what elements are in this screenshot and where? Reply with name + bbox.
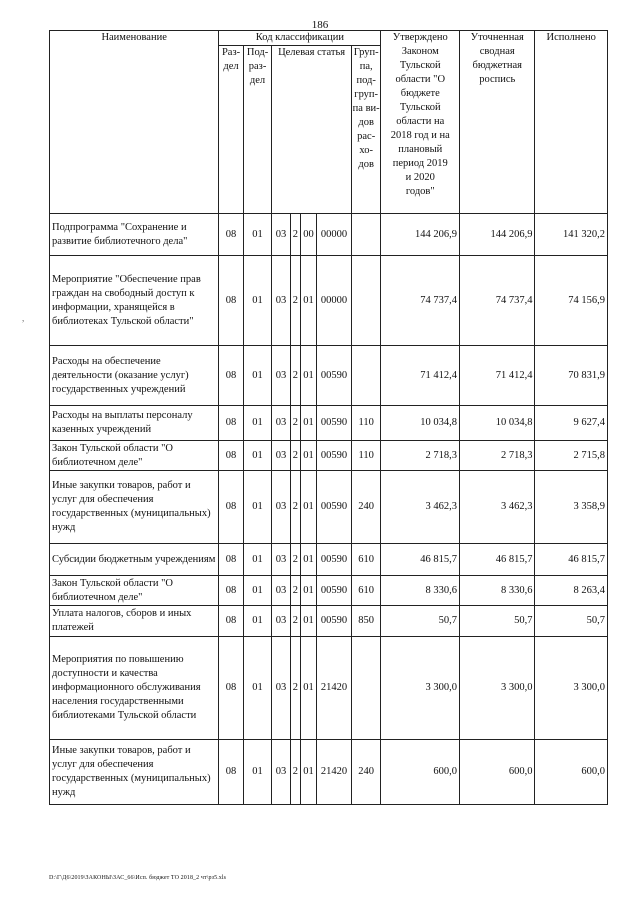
cell-executed: 3 358,9: [535, 471, 608, 544]
cell-name: Иные закупки товаров, работ и услуг для обеспечения государственных (муниципальных) нужд: [50, 471, 219, 544]
file-path-footer: D:\Г\Д6\2019\ЗАКОНЫ\ЗАС_66\Исп. бюджет ТО 2018_2 чт\рз5.xls: [49, 875, 227, 881]
cell-executed: 600,0: [535, 740, 608, 805]
cell-t2: 2: [290, 606, 300, 637]
cell-t3: 00: [300, 214, 316, 256]
cell-grp: [351, 256, 381, 346]
header-target: Целевая статья: [272, 46, 352, 214]
cell-name: Подпрограмма "Сохранение и развитие библиотечного дела": [50, 214, 219, 256]
cell-name: Субсидии бюджетным учреждениям: [50, 544, 219, 576]
cell-sub: 01: [243, 544, 272, 576]
cell-t1: 03: [272, 346, 290, 406]
cell-grp: 240: [351, 471, 381, 544]
cell-name: Мероприятия по повышению доступности и качества информационного обслуживания населения государственными библиотеками Тульской области: [50, 637, 219, 740]
cell-t1: 03: [272, 576, 290, 606]
cell-sec: 08: [219, 214, 243, 256]
cell-executed: 141 320,2: [535, 214, 608, 256]
cell-name: Расходы на выплаты персоналу казенных учреждений: [50, 406, 219, 441]
cell-grp: 610: [351, 544, 381, 576]
cell-sub: 01: [243, 256, 272, 346]
cell-refined: 2 718,3: [460, 441, 535, 471]
header-approved: Утверждено Законом Тульской области "О бюджете Тульской области на 2018 год и на плановый период 2019 и 2020 годов": [381, 31, 460, 214]
table-row: [50, 471, 608, 544]
cell-t1: 03: [272, 606, 290, 637]
cell-t3: 01: [300, 544, 316, 576]
header-refined: Уточненная сводная бюджетная роспись: [460, 31, 535, 214]
cell-t1: 03: [272, 740, 290, 805]
cell-t2: 2: [290, 441, 300, 471]
cell-executed: 50,7: [535, 606, 608, 637]
table-row: [50, 256, 608, 346]
cell-sub: 01: [243, 471, 272, 544]
cell-refined: 144 206,9: [460, 214, 535, 256]
table-row: [50, 637, 608, 740]
cell-t3: 01: [300, 576, 316, 606]
header-name: Наименование: [50, 31, 219, 214]
cell-executed: 70 831,9: [535, 346, 608, 406]
cell-executed: 9 627,4: [535, 406, 608, 441]
cell-sec: 08: [219, 406, 243, 441]
cell-name: Уплата налогов, сборов и иных платежей: [50, 606, 219, 637]
cell-t1: 03: [272, 441, 290, 471]
cell-refined: 74 737,4: [460, 256, 535, 346]
cell-sub: 01: [243, 441, 272, 471]
cell-approved: 3 462,3: [381, 471, 460, 544]
cell-approved: 8 330,6: [381, 576, 460, 606]
cell-executed: 2 715,8: [535, 441, 608, 471]
cell-grp: [351, 637, 381, 740]
table-row: [50, 441, 608, 471]
cell-t2: 2: [290, 214, 300, 256]
cell-sec: 08: [219, 471, 243, 544]
cell-grp: 850: [351, 606, 381, 637]
cell-t1: 03: [272, 637, 290, 740]
cell-t3: 01: [300, 740, 316, 805]
cell-t4: 00000: [317, 214, 352, 256]
cell-sub: 01: [243, 606, 272, 637]
cell-refined: 8 330,6: [460, 576, 535, 606]
cell-refined: 71 412,4: [460, 346, 535, 406]
cell-approved: 144 206,9: [381, 214, 460, 256]
cell-grp: 610: [351, 576, 381, 606]
cell-t2: 2: [290, 740, 300, 805]
cell-refined: 3 462,3: [460, 471, 535, 544]
cell-sec: 08: [219, 606, 243, 637]
cell-t4: 00590: [317, 441, 352, 471]
cell-sub: 01: [243, 576, 272, 606]
cell-t4: 00590: [317, 576, 352, 606]
cell-approved: 74 737,4: [381, 256, 460, 346]
margin-mark: ,: [22, 313, 25, 323]
cell-executed: 46 815,7: [535, 544, 608, 576]
cell-approved: 10 034,8: [381, 406, 460, 441]
cell-executed: 74 156,9: [535, 256, 608, 346]
cell-sub: 01: [243, 214, 272, 256]
cell-t3: 01: [300, 471, 316, 544]
cell-sub: 01: [243, 406, 272, 441]
table-row: [50, 214, 608, 256]
cell-t3: 01: [300, 256, 316, 346]
cell-name: Мероприятие "Обеспечение прав граждан на свободный доступ к информации, хранящейся в библиотеках Тульской области": [50, 256, 219, 346]
cell-t1: 03: [272, 406, 290, 441]
cell-t2: 2: [290, 544, 300, 576]
cell-t1: 03: [272, 544, 290, 576]
cell-refined: 600,0: [460, 740, 535, 805]
table-row: [50, 576, 608, 606]
cell-t3: 01: [300, 346, 316, 406]
cell-refined: 3 300,0: [460, 637, 535, 740]
cell-t2: 2: [290, 346, 300, 406]
cell-t4: 00590: [317, 471, 352, 544]
cell-approved: 3 300,0: [381, 637, 460, 740]
header-section: Раз- дел: [219, 46, 243, 214]
cell-t1: 03: [272, 256, 290, 346]
cell-refined: 46 815,7: [460, 544, 535, 576]
cell-t2: 2: [290, 576, 300, 606]
cell-t3: 01: [300, 606, 316, 637]
cell-refined: 10 034,8: [460, 406, 535, 441]
cell-t4: 00590: [317, 406, 352, 441]
cell-t2: 2: [290, 406, 300, 441]
cell-t4: 00590: [317, 346, 352, 406]
budget-table: [49, 30, 608, 805]
cell-sec: 08: [219, 544, 243, 576]
table-row: [50, 740, 608, 805]
cell-sec: 08: [219, 576, 243, 606]
cell-t4: 21420: [317, 637, 352, 740]
cell-t3: 01: [300, 441, 316, 471]
cell-sub: 01: [243, 637, 272, 740]
cell-sec: 08: [219, 346, 243, 406]
table-row: [50, 406, 608, 441]
cell-t4: 00000: [317, 256, 352, 346]
cell-grp: [351, 214, 381, 256]
cell-t3: 01: [300, 406, 316, 441]
cell-t3: 01: [300, 637, 316, 740]
cell-approved: 71 412,4: [381, 346, 460, 406]
table-row: [50, 346, 608, 406]
cell-sec: 08: [219, 441, 243, 471]
cell-t1: 03: [272, 471, 290, 544]
cell-sec: 08: [219, 637, 243, 740]
cell-t2: 2: [290, 637, 300, 740]
cell-executed: 3 300,0: [535, 637, 608, 740]
header-group: Груп- па, под- груп- па ви- дов рас- хо- дов: [351, 46, 381, 214]
cell-approved: 2 718,3: [381, 441, 460, 471]
cell-name: Расходы на обеспечение деятельности (оказание услуг) государственных учреждений: [50, 346, 219, 406]
page-number: 186: [311, 19, 329, 31]
cell-name: Закон Тульской области "О библиотечном деле": [50, 441, 219, 471]
cell-sec: 08: [219, 740, 243, 805]
cell-t2: 2: [290, 471, 300, 544]
header-code: Код классификации: [219, 31, 381, 46]
table-row: [50, 544, 608, 576]
cell-approved: 600,0: [381, 740, 460, 805]
cell-name: Закон Тульской области "О библиотечном деле": [50, 576, 219, 606]
cell-grp: 240: [351, 740, 381, 805]
cell-approved: 46 815,7: [381, 544, 460, 576]
cell-t4: 00590: [317, 606, 352, 637]
cell-refined: 50,7: [460, 606, 535, 637]
cell-t4: 21420: [317, 740, 352, 805]
cell-grp: 110: [351, 441, 381, 471]
table-row: [50, 606, 608, 637]
cell-t1: 03: [272, 214, 290, 256]
cell-name: Иные закупки товаров, работ и услуг для обеспечения государственных (муниципальных) нужд: [50, 740, 219, 805]
cell-sub: 01: [243, 740, 272, 805]
header-executed: Исполнено: [535, 31, 608, 214]
cell-approved: 50,7: [381, 606, 460, 637]
cell-sec: 08: [219, 256, 243, 346]
cell-sub: 01: [243, 346, 272, 406]
cell-grp: 110: [351, 406, 381, 441]
cell-executed: 8 263,4: [535, 576, 608, 606]
cell-t2: 2: [290, 256, 300, 346]
cell-grp: [351, 346, 381, 406]
header-subsection: Под- раз- дел: [243, 46, 272, 214]
cell-t4: 00590: [317, 544, 352, 576]
